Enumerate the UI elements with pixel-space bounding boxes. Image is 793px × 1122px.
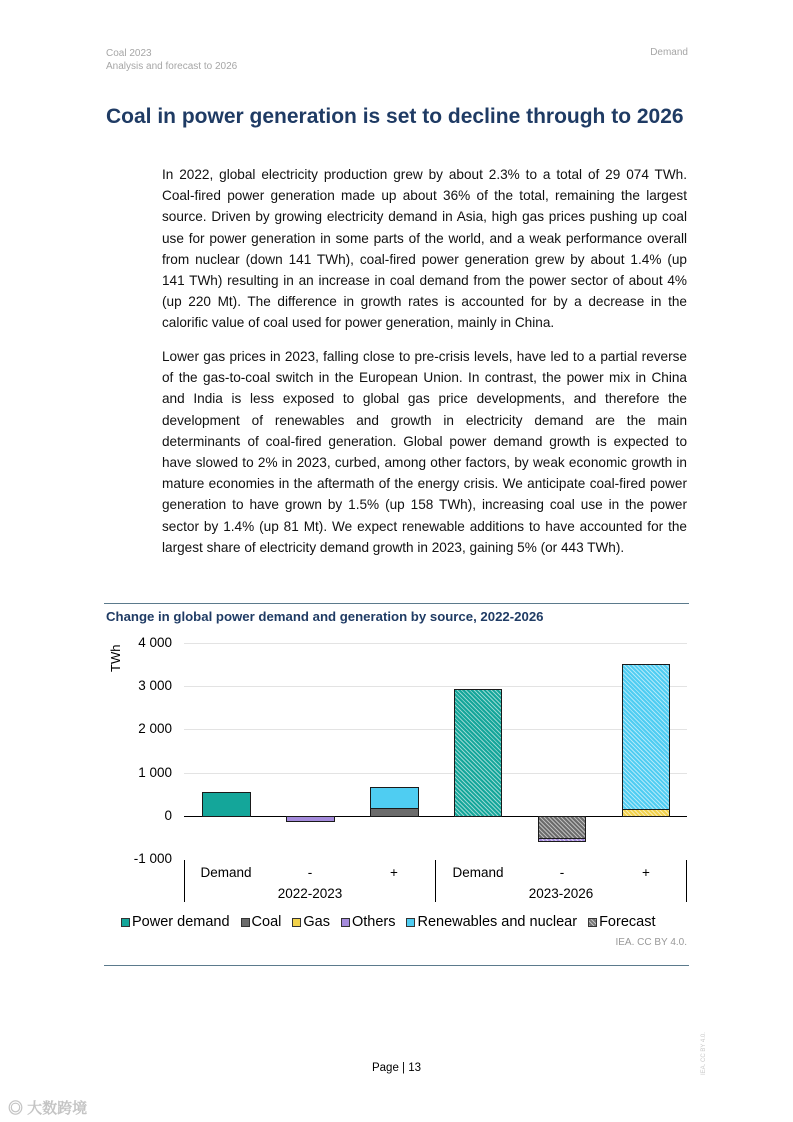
- section-name: Demand: [650, 47, 688, 58]
- axis-divider: [686, 860, 687, 902]
- swatch-icon: [241, 918, 250, 927]
- swatch-icon: [292, 918, 301, 927]
- chart-source: IEA. CC BY 4.0.: [615, 937, 687, 948]
- x-group-label: 2022-2023: [277, 886, 343, 901]
- x-category: Demand: [452, 865, 504, 880]
- chart-top-rule: [104, 603, 689, 604]
- bar-others-minus-2023-2026: [538, 838, 586, 842]
- bar-coal-minus-2023-2026: [538, 816, 586, 839]
- y-tick: 0: [164, 808, 172, 823]
- bar-renewables-plus-2023-2026: [622, 664, 670, 810]
- header-doc-info: [106, 47, 237, 73]
- swatch-icon: [121, 918, 130, 927]
- chart-legend: [121, 914, 656, 930]
- corner-watermark: ◎ 大数跨境: [8, 1100, 88, 1117]
- chart-bottom-rule: [104, 965, 689, 966]
- y-tick: 3 000: [138, 678, 172, 693]
- x-category: +: [642, 865, 650, 880]
- paragraph-2: Lower gas prices in 2023, falling close to pre-crisis levels, have led to a partial reverse of the gas-to-coal switch in the European Union. In contrast, the power mix in China and India is less exposed to global gas price developments, and therefore the development of renewables and growth in electricity demand are the main determinants of coal-fired generation. Global power demand growth is expected to have slowed to 2% in 2023, curbed, among other factors, by weak economic growth in mature economies in the aftermath of the energy crisis. We anticipate coal-fired power generation to have grown by 1.5% (up 158 TWh), increasing coal use in the power sector by 1.4% (up 81 Mt). We expect renewable additions to have accounted for the largest share of electricity demand growth in 2023, gaining 5% (or 443 TWh).: [162, 349, 687, 555]
- gridline: [184, 729, 687, 730]
- swatch-icon: [406, 918, 415, 927]
- doc-title: Coal 2023: [106, 48, 152, 59]
- bar-coal-plus-2022-2023: [370, 808, 419, 817]
- legend-item-renewables-nuclear: Renewables and nuclear: [406, 914, 577, 930]
- chart-title: Change in global power demand and generation by source, 2022-2026: [106, 609, 544, 624]
- side-license-watermark: IEA. CC BY 4.0.: [701, 1032, 707, 1075]
- y-axis-label: TWh: [108, 644, 123, 672]
- legend-item-coal: Coal: [241, 914, 282, 930]
- x-category: +: [390, 865, 398, 880]
- page-number: Page | 13: [371, 1062, 422, 1074]
- paragraph-1: In 2022, global electricity production grew by about 2.3% to a total of 29 074 TWh. Coal-fired power generation made up about 36% of the total, remaining the largest source. Driven by growing electricity demand in Asia, high gas prices pushing up coal use for power generation in some parts of the world, and a weak performance overall from nuclear (down 141 TWh), coal-fired power generation grew by about 1.4% (up 141 TWh) resulting in an increase in coal demand from the power sector of about 4% (up 220 Mt). The difference in growth rates is accounted for by a decrease in the calorific value of coal used for power generation, mainly in China.: [162, 167, 687, 331]
- x-category: -: [559, 865, 565, 880]
- legend-item-others: Others: [341, 914, 396, 930]
- watermark-logo-icon: ◎: [8, 1100, 28, 1117]
- bar-gas-plus-2023-2026: [622, 809, 670, 817]
- legend-item-gas: Gas: [292, 914, 330, 930]
- zero-axis-line: [184, 816, 687, 817]
- gridline: [184, 643, 687, 644]
- y-tick: 2 000: [138, 721, 172, 736]
- x-group-label: 2023-2026: [528, 886, 594, 901]
- legend-item-forecast: Forecast: [588, 914, 655, 930]
- y-tick: 4 000: [138, 635, 172, 650]
- gridline: [184, 773, 687, 774]
- y-tick: 1 000: [138, 765, 172, 780]
- bar-renewables-plus-2022-2023: [370, 787, 419, 809]
- bar-demand-2022-2023: [202, 792, 251, 817]
- section-title: Coal in power generation is set to decline through to 2026: [106, 105, 684, 128]
- x-category: Demand: [200, 865, 252, 880]
- bar-others-minus-2022-2023: [286, 816, 335, 822]
- y-tick: -1 000: [133, 851, 172, 866]
- bar-demand-2023-2026: [454, 689, 502, 817]
- swatch-icon: [341, 918, 350, 927]
- x-category: -: [307, 865, 313, 880]
- hatch-swatch-icon: [588, 918, 597, 927]
- gridline: [184, 686, 687, 687]
- legend-item-power-demand: Power demand: [121, 914, 230, 930]
- doc-subtitle: Analysis and forecast to 2026: [106, 61, 238, 72]
